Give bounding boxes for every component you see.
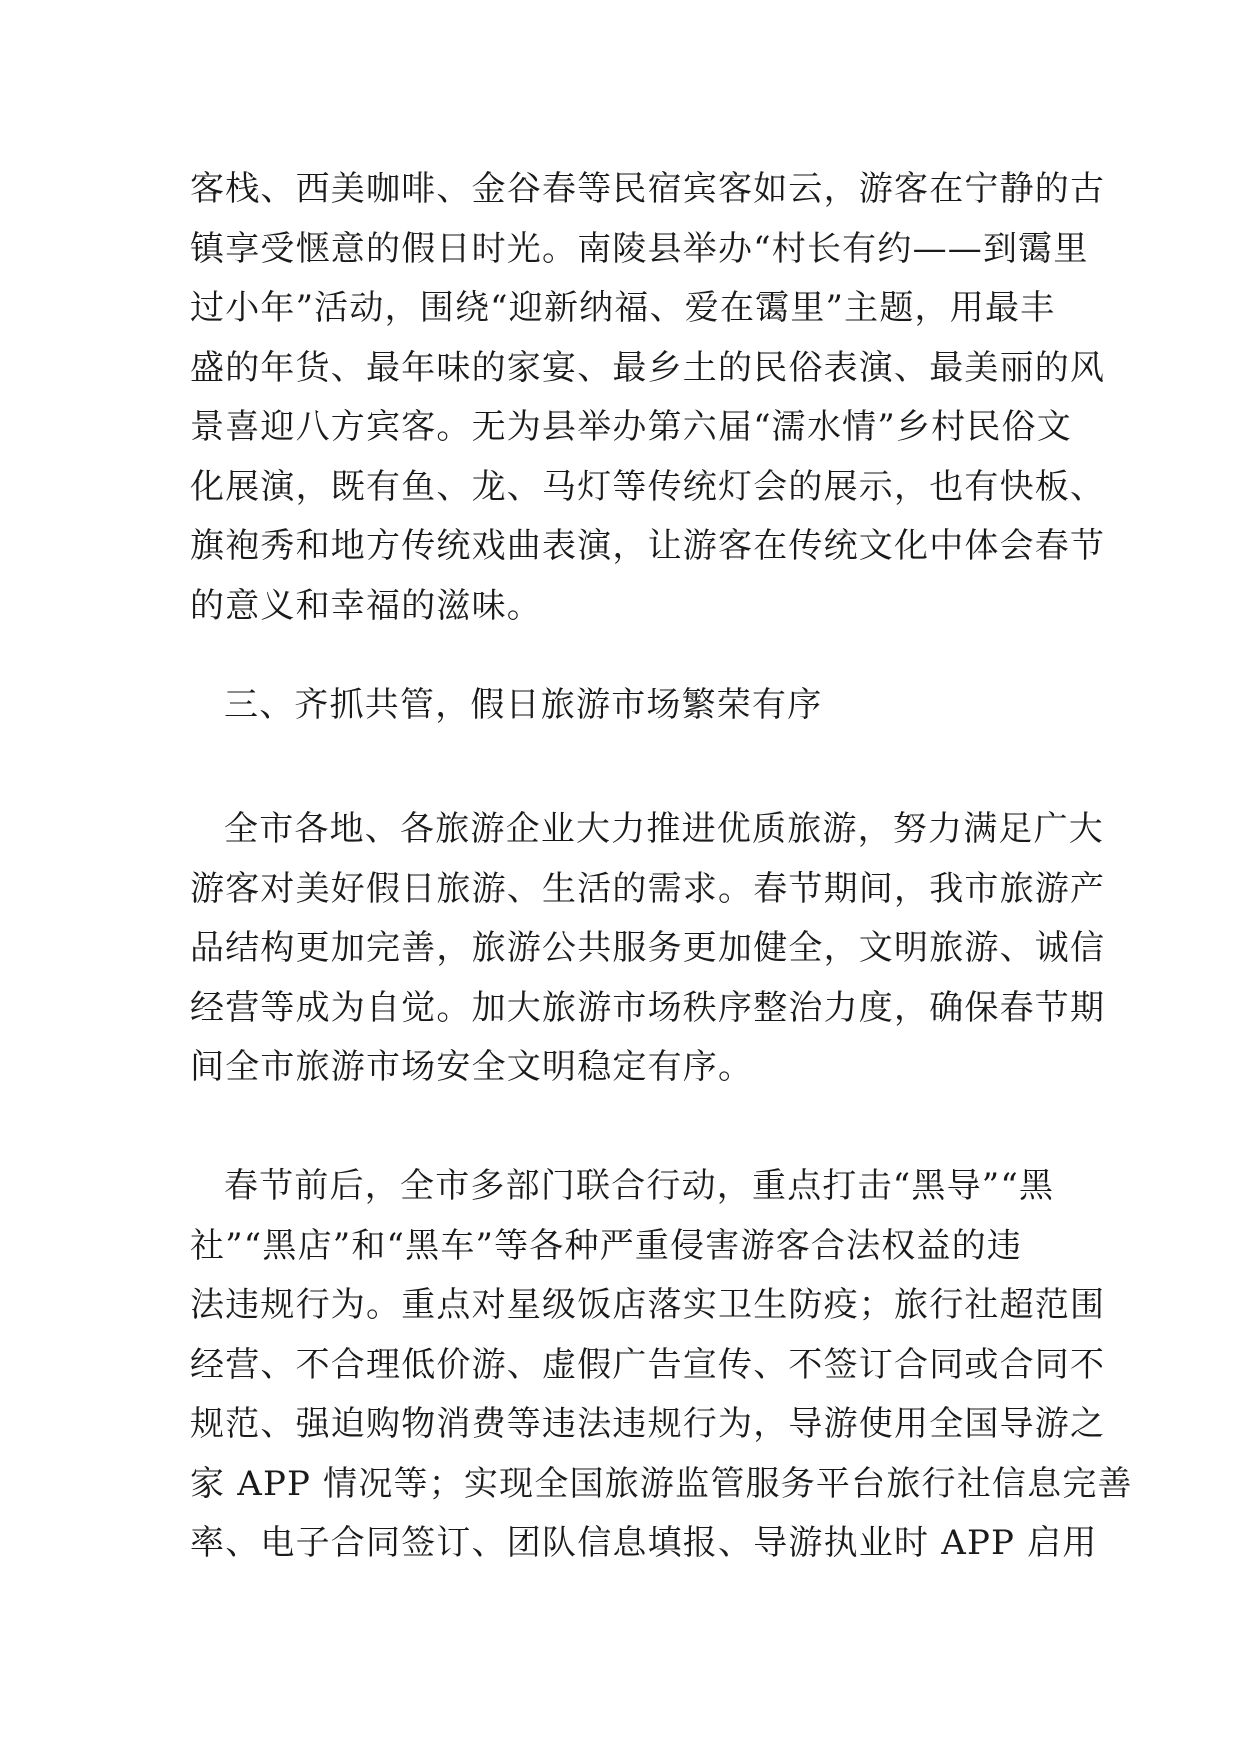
paragraph-line: 镇享受惬意的假日时光。南陵县举办“村长有约——到霭里 bbox=[190, 228, 1089, 269]
paragraph-line: 率、电子合同签订、团队信息填报、导游执业时 APP 启用 bbox=[190, 1523, 1098, 1563]
paragraph-line: 景喜迎八方宾客。无为县举办第六届“濡水情”乡村民俗文 bbox=[190, 407, 1072, 447]
paragraph-line: 间全市旅游市场安全文明稳定有序。 bbox=[190, 1047, 754, 1087]
paragraph-line: 旗袍秀和地方传统戏曲表演，让游客在传统文化中体会春节 bbox=[190, 526, 1106, 566]
paragraph-line: 经营等成为自觉。加大旅游市场秩序整治力度，确保春节期 bbox=[190, 987, 1106, 1028]
paragraph-line: 盛的年货、最年味的家宴、最乡土的民俗表演、最美丽的风 bbox=[190, 347, 1106, 388]
paragraph-line: 游客对美好假日旅游、生活的需求。春节期间，我市旅游产 bbox=[190, 868, 1106, 909]
paragraph-quality-tourism bbox=[190, 800, 1106, 1098]
paragraph-line: 品结构更加完善，旅游公共服务更加健全，文明旅游、诚信 bbox=[190, 928, 1106, 968]
paragraph-enforcement bbox=[190, 1157, 1133, 1574]
section-heading bbox=[190, 676, 1050, 736]
paragraph-line: 家 APP 情况等；实现全国旅游监管服务平台旅行社信息完善 bbox=[190, 1463, 1133, 1504]
paragraph-line: 过小年”活动，围绕“迎新纳福、爱在霭里”主题，用最丰 bbox=[190, 288, 1056, 328]
paragraph-line: 经营、不合理低价游、虚假广告宣传、不签订合同或合同不 bbox=[190, 1344, 1106, 1385]
paragraph-line: 化展演，既有鱼、龙、马灯等传统灯会的展示，也有快板、 bbox=[190, 466, 1106, 507]
paragraph-line: 社”“黑店”和“黑车”等各种严重侵害游客合法权益的违 bbox=[190, 1225, 1023, 1266]
paragraph-line: 春节前后，全市多部门联合行动，重点打击“黑导”“黑 bbox=[224, 1166, 1055, 1206]
paragraph-line: 规范、强迫购物消费等违法违规行为，导游使用全国导游之 bbox=[190, 1404, 1106, 1444]
paragraph-tourism-events bbox=[190, 160, 1106, 636]
section-heading-text: 三、齐抓共管，假日旅游市场繁荣有序 bbox=[224, 685, 823, 725]
paragraph-line: 法违规行为。重点对星级饭店落实卫生防疫；旅行社超范围 bbox=[190, 1285, 1106, 1325]
paragraph-line: 的意义和幸福的滋味。 bbox=[190, 585, 542, 626]
paragraph-line: 全市各地、各旅游企业大力推进优质旅游，努力满足广大 bbox=[224, 809, 1104, 849]
paragraph-line: 客栈、西美咖啡、金谷春等民宿宾客如云，游客在宁静的古 bbox=[190, 169, 1106, 209]
